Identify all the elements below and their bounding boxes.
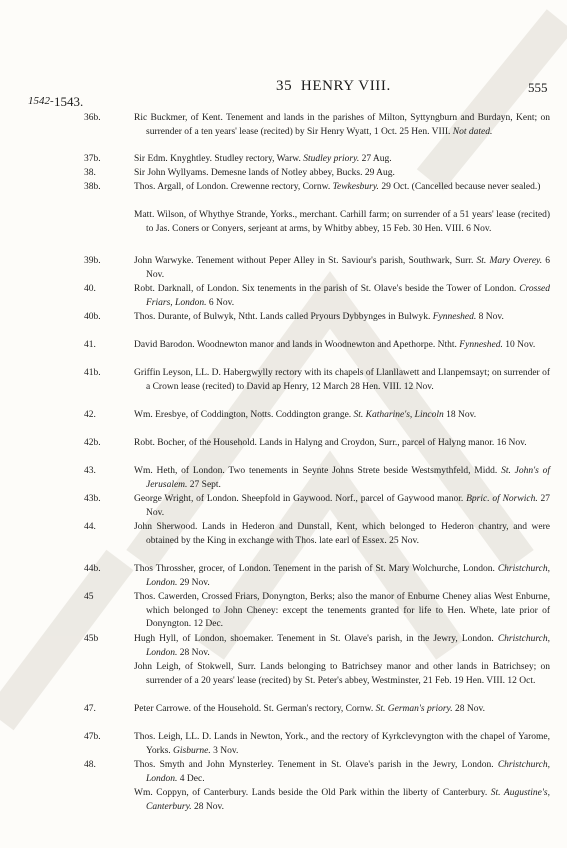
page-number: 555 <box>528 80 548 95</box>
entry-number: 41b. <box>84 368 101 378</box>
entry-number: 42b. <box>84 438 101 448</box>
entry-text: Robt. Darknall, of London. Six tenements in the parish of St. Olave's beside the Tower of London. Crossed Friars, London. 6 Nov. <box>134 284 551 308</box>
entry-text: Wm. Eresbye, of Coddington, Notts. Coddington grange. St. Katharine's, Lincoln 18 Nov. <box>134 410 477 420</box>
entry-text: John Sherwood. Lands in Hederon and Dunstall, Kent, which belonged to Hederon chantry, and were obtained by the King in exchange with Thos. late earl of Essex. 25 Nov. <box>134 522 550 546</box>
entry-number: 47b. <box>84 732 101 742</box>
entry-number: 45b <box>84 634 99 644</box>
entry-text: Hugh Hyll, of London, shoemaker. Tenement in St. Olave's parish, in the Jewry, London. Christchurch, London. 28 Nov. <box>134 634 551 658</box>
title-mark: 35 <box>276 78 293 94</box>
entry-number: 47. <box>84 704 96 714</box>
year-heading: 1543. <box>54 94 84 109</box>
entry-number: 44b. <box>84 564 101 574</box>
entry-number: 48. <box>84 760 96 770</box>
entry-number: 39b. <box>84 256 101 266</box>
entry-number: 41. <box>84 340 96 350</box>
entry-text: Sir John Wyllyams. Demesne lands of Notley abbey, Bucks. 29 Aug. <box>134 168 395 178</box>
entry-text: John Warwyke. Tenement without Peper Alley in St. Saviour's parish, Southwark, Surr. St. Mary Overey. 6 Nov. <box>134 256 551 280</box>
entry-text: George Wright, of London. Sheepfold in Gaywood. Norf., parcel of Gaywood manor. Bpric. of Norwich. 27 Nov. <box>134 494 551 518</box>
entry-text: John Leigh, of Stokwell, Surr. Lands belonging to Batrichsey manor and other lands in Batrichsey; on surrender of a 20 years' lease (recited) by St. Peter's abbey, Westminster, 21 Feb. 19 Hen. VIII. 12 Oct. <box>134 662 550 686</box>
handwritten-year-note: 1542- <box>28 95 54 107</box>
entry-number: 40. <box>84 284 96 294</box>
entry-text: Wm. Heth, of London. Two tenements in Seynte Johns Strete beside Westsmythfeld, Midd. St. John's of Jerusalem. 27 Sept. <box>134 466 550 490</box>
entry-text: Peter Carrowe. of the Household. St. German's rectory, Cornw. St. German's priory. 28 Nov. <box>134 704 485 714</box>
entry-text: Thos. Smyth and John Mynsterley. Tenement in St. Olave's parish in the Jewry, London. Christchurch, London. 4 Dec. <box>134 760 551 784</box>
running-title <box>276 78 391 95</box>
entry-text: Griffin Leyson, LL. D. Habergwylly rectory with its chapels of Llanllawett and Llanpemsayt; on surrender of a Crown lease (recited) to David ap Henry, 12 March 28 Hen. VIII. 12 Nov. <box>134 368 550 392</box>
entry-text: Thos. Cawerden, Crossed Friars, Donyngton, Berks; also the manor of Enburne Cheney alias West Enburne, which belonged to John Cheney: except the tenements granted for life to Hen. Whete, late prior of Donyngton. 12 Dec. <box>134 592 550 630</box>
entry-number: 36b. <box>84 113 101 123</box>
entry-number: 43. <box>84 466 96 476</box>
entry-number: 38. <box>84 168 96 178</box>
entry-number: 38b. <box>84 182 101 192</box>
entry-text: Robt. Bocher, of the Household. Lands in Halyng and Croydon, Surr., parcel of Halyng manor. 16 Nov. <box>134 438 527 448</box>
entry-text: Thos. Leigh, LL. D. Lands in Newton, York., and the rectory of Kyrkclevyngton with the chapel of Yarome, Yorks. Gisburne. 3 Nov. <box>134 732 550 756</box>
entry-text: Thos. Durante, of Bulwyk, Ntht. Lands called Pryours Dybbynges in Bulwyk. Fynneshed. 8 Nov. <box>134 312 504 322</box>
entry-number: 42. <box>84 410 96 420</box>
entry-number: 43b. <box>84 494 101 504</box>
entry-text: Ric Buckmer, of Kent. Tenement and lands in the parishes of Milton, Syttyngburn and Burdayn, Kent; on surrender of a ten years' lease (recited) by Sir Henry Wyatt, 1 Oct. 25 Hen. VIII. Not dated. <box>134 113 550 137</box>
entry-number: 40b. <box>84 312 101 322</box>
entry-text: Thos Throssher, grocer, of London. Tenement in the parish of St. Mary Wolchurche, London. Christchurch, London. 29 Nov. <box>134 564 550 588</box>
entry-text: Thos. Argall, of London. Crewenne rectory, Cornw. Tewkesbury. 29 Oct. (Cancelled because never sealed.) <box>134 182 541 192</box>
entry-text: Sir Edm. Knyghtley. Studley rectory, Warw. Studley priory. 27 Aug. <box>134 154 392 164</box>
entry-text: David Barodon. Woodnewton manor and lands in Woodnewton and Apethorpe. Ntht. Fynneshed. 10 Nov. <box>134 340 536 350</box>
entry-text: Matt. Wilson, of Whythye Strande, Yorks., merchant. Carhill farm; on surrender of a 51 years' lease (recited) to Jas. Coners or Conyers, serjeant at arms, by Whitby abbey, 15 Feb. 30 Hen. VIII. 6 Nov. <box>134 210 550 234</box>
entry-text: Wm. Coppyn, of Canterbury. Lands beside the Old Park within the liberty of Canterbury. St. Augustine's, Canterbury. 28 Nov. <box>134 788 550 812</box>
entry-number: 44. <box>84 522 96 532</box>
title-text: HENRY VIII. <box>300 78 391 94</box>
entry-number: 45 <box>84 592 94 602</box>
entry-number: 37b. <box>84 154 101 164</box>
